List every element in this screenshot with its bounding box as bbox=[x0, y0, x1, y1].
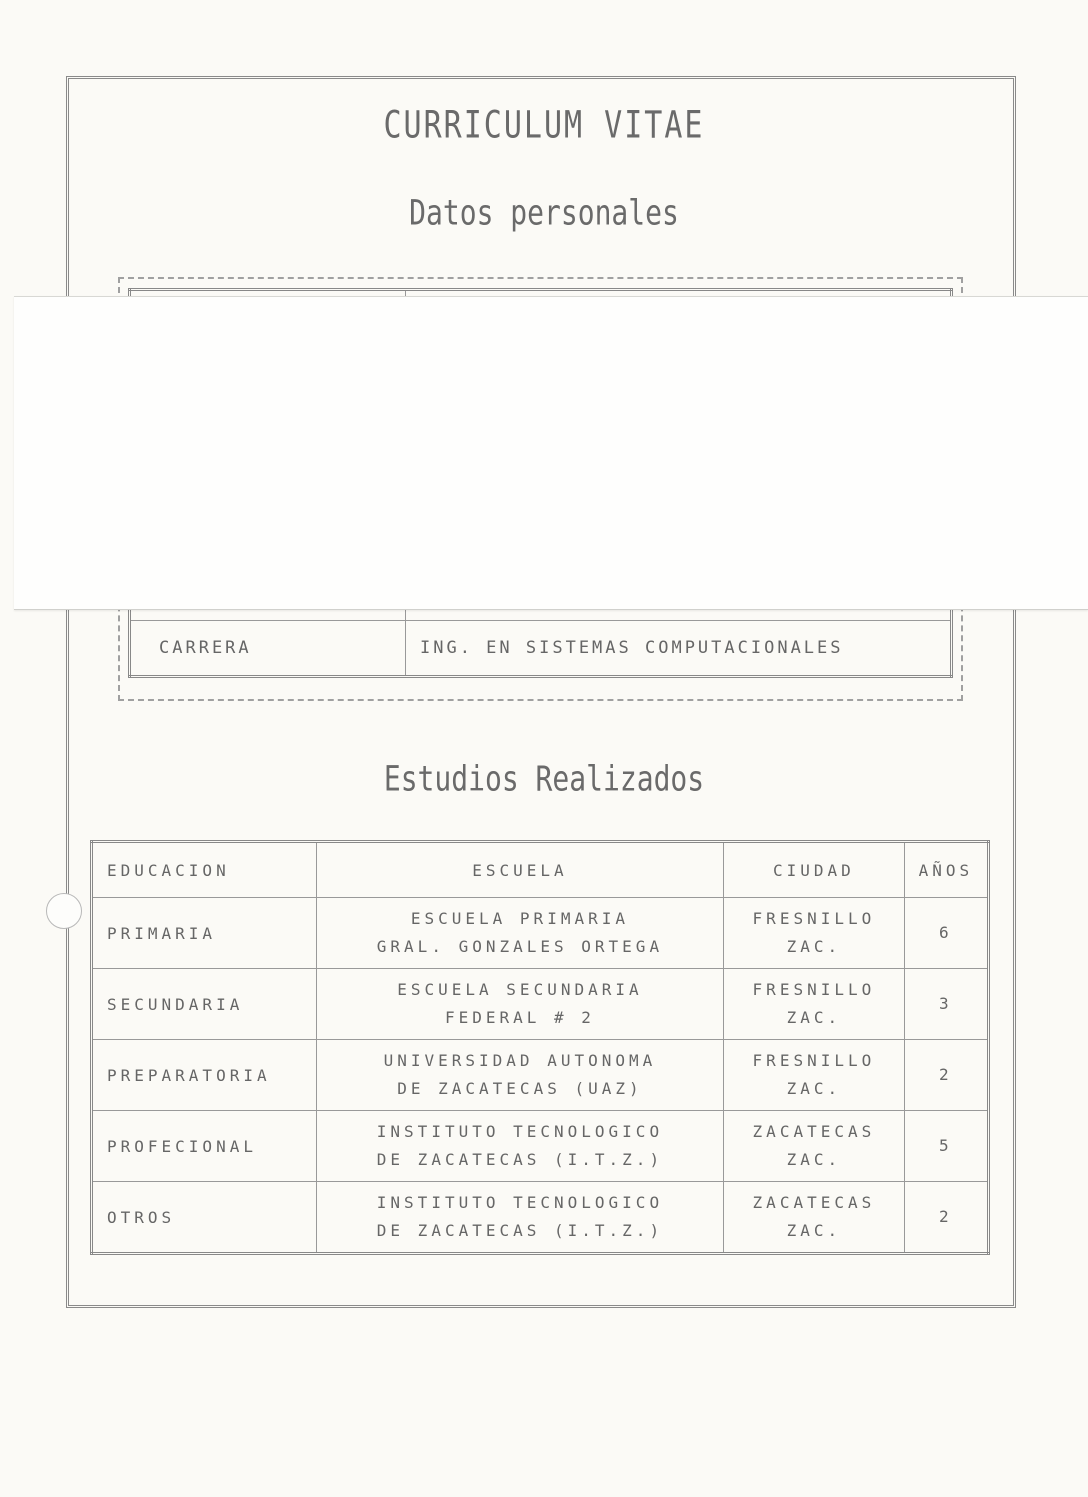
header-city: CIUDAD bbox=[724, 842, 905, 898]
education-level: SECUNDARIA bbox=[92, 969, 317, 1040]
city: FRESNILLO ZAC. bbox=[724, 898, 905, 969]
table-row bbox=[130, 621, 952, 677]
studies-table bbox=[90, 840, 990, 1255]
education-level: OTROS bbox=[92, 1182, 317, 1254]
carrera-value: ING. EN SISTEMAS COMPUTACIONALES bbox=[406, 621, 952, 677]
covering-paper-strip bbox=[14, 296, 1088, 610]
table-row bbox=[92, 1040, 989, 1111]
years: 3 bbox=[904, 969, 988, 1040]
school-name: INSTITUTO TECNOLOGICO DE ZACATECAS (I.T.Z.) bbox=[316, 1182, 723, 1254]
punch-hole bbox=[46, 893, 82, 929]
header-school: ESCUELA bbox=[316, 842, 723, 898]
table-row bbox=[92, 1111, 989, 1182]
table-header-row bbox=[92, 842, 989, 898]
school-name: INSTITUTO TECNOLOGICO DE ZACATECAS (I.T.Z.) bbox=[316, 1111, 723, 1182]
header-years: AÑOS bbox=[904, 842, 988, 898]
city: FRESNILLO ZAC. bbox=[724, 969, 905, 1040]
years: 6 bbox=[904, 898, 988, 969]
document-title: CURRICULUM VITAE bbox=[383, 103, 705, 148]
city: ZACATECAS ZAC. bbox=[724, 1182, 905, 1254]
section-personal-heading: Datos personales bbox=[409, 191, 679, 234]
table-row bbox=[92, 898, 989, 969]
school-name: ESCUELA PRIMARIA GRAL. GONZALES ORTEGA bbox=[316, 898, 723, 969]
header-education: EDUCACION bbox=[92, 842, 317, 898]
table-row bbox=[92, 1182, 989, 1254]
section-studies-heading: Estudios Realizados bbox=[383, 757, 705, 800]
school-name: UNIVERSIDAD AUTONOMA DE ZACATECAS (UAZ) bbox=[316, 1040, 723, 1111]
years: 2 bbox=[904, 1182, 988, 1254]
city: FRESNILLO ZAC. bbox=[724, 1040, 905, 1111]
education-level: PREPARATORIA bbox=[92, 1040, 317, 1111]
education-level: PRIMARIA bbox=[92, 898, 317, 969]
city: ZACATECAS ZAC. bbox=[724, 1111, 905, 1182]
table-row bbox=[92, 969, 989, 1040]
carrera-label: CARRERA bbox=[130, 621, 406, 677]
education-level: PROFECIONAL bbox=[92, 1111, 317, 1182]
years: 5 bbox=[904, 1111, 988, 1182]
years: 2 bbox=[904, 1040, 988, 1111]
school-name: ESCUELA SECUNDARIA FEDERAL # 2 bbox=[316, 969, 723, 1040]
